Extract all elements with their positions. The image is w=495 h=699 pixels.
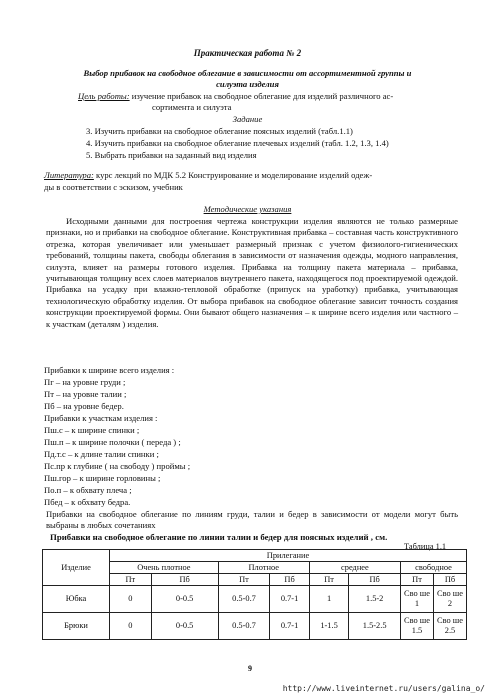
col-header-item: Изделие	[43, 550, 110, 586]
sub-header: Пб	[349, 574, 401, 586]
table-cell: Сво ше 2	[434, 586, 467, 613]
parts-item: Пд.т.с – к длине талии спинки ;	[44, 449, 159, 459]
width-item: Пб – на уровне бедер.	[44, 401, 124, 411]
table-cell: 1-1.5	[309, 613, 349, 640]
width-item: Пг – на уровне груди ;	[44, 377, 126, 387]
row-label: Брюки	[43, 613, 110, 640]
task-item: 3. Изучить прибавки на свободное облегание поясных изделий (табл.1.1)	[86, 126, 353, 136]
literature-label: Литература:	[44, 170, 94, 180]
sub-header: Пт	[309, 574, 349, 586]
goal-text-2: сортимента и силуэта	[152, 102, 232, 112]
parts-item: По.п – к обхвату плеча ;	[44, 485, 132, 495]
table-header-row	[43, 550, 467, 562]
page-number: 9	[248, 664, 252, 673]
subtitle-line-2: силуэта изделия	[216, 79, 279, 89]
table-title: Прибавки на свободное облегание по линии талии и бедер для поясных изделий , см.	[50, 532, 388, 542]
parts-item: Пбед – к обхвату бедра.	[44, 497, 131, 507]
table-cell: 0.7-1	[270, 586, 310, 613]
sub-header: Пб	[151, 574, 218, 586]
parts-item: Пс.пр к глубине ( на свободу ) проймы ;	[44, 461, 191, 471]
table-cell: 0.5-0.7	[218, 613, 270, 640]
table-cell: 1	[309, 586, 349, 613]
goal-line	[78, 91, 393, 102]
literature-line	[44, 170, 372, 181]
table-cell: 1.5-2	[349, 586, 401, 613]
allowance-table	[42, 549, 467, 640]
table-row	[43, 613, 467, 640]
sub-header: Пб	[270, 574, 310, 586]
fit-group: свободное	[401, 562, 467, 574]
table-cell: Сво ше 1	[401, 586, 434, 613]
fit-group: Плотное	[218, 562, 309, 574]
footer-url[interactable]: http://www.liveinternet.ru/users/galina_o/	[282, 684, 485, 693]
table-cell: Сво ше 1.5	[401, 613, 434, 640]
fit-header: Прилегание	[110, 550, 467, 562]
width-item: Пт – на уровне талии ;	[44, 389, 127, 399]
body-paragraph: Исходными данными для построения чертежа конструкции изделия являются не только размерные признаки, но и прибавки на свободное облегание. Конструктивная прибавка – составная часть конструктивного отрезка, которая увеличивает или уменьшает размерный признак с учетом физиолого-гигиенических требований, толщины пакета, свободы облегания в зависимости от назначения одежды, модного направления, силуэта, влияет на размеры готового изделия. Прибавка на толщину пакета материала – прибавка, учитывающая толщину всех слоев материалов внутреннего пакета, находящегося под проектируемой одеждой. Прибавка на усадку при влажно-тепловой обработке (припуск на уработку) прибавка, учитывающая технологическую обработку изделия. От выбора прибавок на свободное облегание зависит точность создания конструкции проектируемой формы. Они бывают общего назначения – к ширине всего изделия или частного – к участкам (деталям ) изделия.	[46, 216, 458, 329]
subtitle-line-1: Выбор прибавок на свободное облегание в зависимости от ассортиментной группы и	[83, 68, 412, 78]
goal-text-1: изучение прибавок на свободное облегание для изделий различного ас-	[129, 91, 394, 101]
parts-heading: Прибавки к участкам изделия :	[44, 413, 158, 423]
task-item: 4. Изучить прибавки на свободное облегание плечевых изделий (табл. 1.2, 1.3, 1.4)	[86, 138, 389, 148]
task-heading: Задание	[232, 114, 263, 124]
closing-paragraph: Прибавки на свободное облегание по линиям груди, талии и бедер в зависимости от модели могут быть выбраны в любых сочетаниях	[46, 509, 458, 531]
fit-group: среднее	[309, 562, 400, 574]
parts-item: Пш.п – к ширине полочки ( переда ) ;	[44, 437, 181, 447]
sub-header: Пт	[110, 574, 152, 586]
literature-text-1: курс лекций по МДК 5.2 Конструирование и моделирование изделий одеж-	[93, 170, 373, 180]
table-number: Таблица 1.1	[404, 542, 447, 551]
table-cell: 0.7-1	[270, 613, 310, 640]
row-label: Юбка	[43, 586, 110, 613]
task-item: 5. Выбрать прибавки на заданный вид изделия	[86, 150, 257, 160]
table-cell: 0-0.5	[151, 613, 218, 640]
table-cell: 0.5-0.7	[218, 586, 270, 613]
sub-header: Пт	[401, 574, 434, 586]
table-cell: 0-0.5	[151, 586, 218, 613]
table-row	[43, 586, 467, 613]
table-cell: Сво ше 2.5	[434, 613, 467, 640]
width-heading: Прибавки к ширине всего изделия :	[44, 365, 175, 375]
table-cell: 0	[110, 613, 152, 640]
table-cell: 1.5-2.5	[349, 613, 401, 640]
table-cell: 0	[110, 586, 152, 613]
methods-heading: Методические указания	[203, 204, 292, 214]
sub-header: Пт	[218, 574, 270, 586]
parts-item: Пш.гор – к ширине горловины ;	[44, 473, 161, 483]
sub-header: Пб	[434, 574, 467, 586]
literature-text-2: ды в соответствии с эскизом, учебник	[44, 182, 183, 192]
fit-group: Очень плотное	[110, 562, 219, 574]
parts-item: Пш.с – к ширине спинки ;	[44, 425, 140, 435]
goal-label: Цель работы:	[78, 91, 130, 101]
page-title: Практическая работа № 2	[193, 48, 302, 58]
